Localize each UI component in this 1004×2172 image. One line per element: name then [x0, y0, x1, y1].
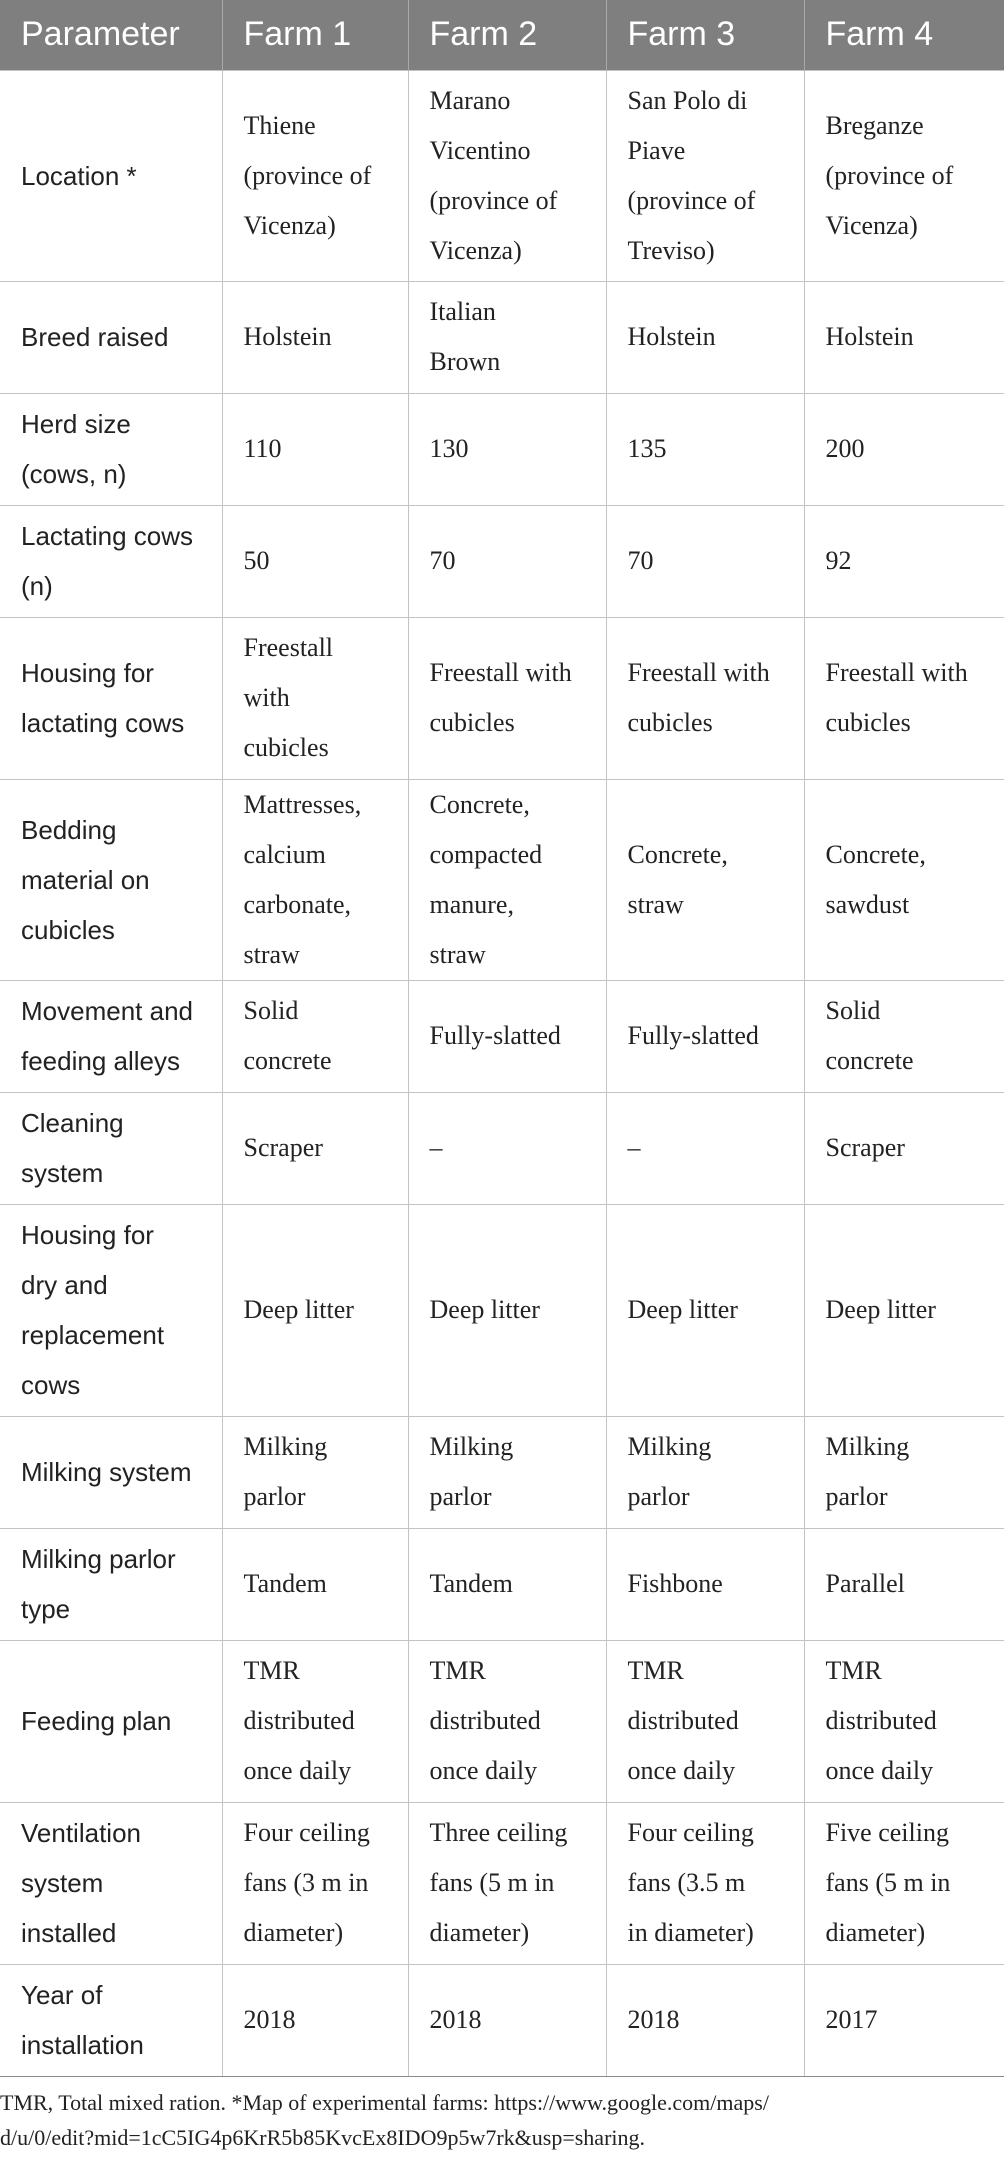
parameter-line: installed	[21, 1918, 117, 1948]
parameter-line: Location *	[21, 160, 137, 191]
farm-3-cell	[606, 1640, 804, 1802]
value-line: Freestall with	[627, 658, 770, 687]
table-row-year-of-installation	[0, 1964, 1004, 2076]
header-farm-1: Farm 1	[222, 0, 408, 70]
value-line: sawdust	[825, 889, 910, 919]
farm-4-cell	[804, 779, 1004, 980]
value-line: 130	[429, 434, 469, 463]
parameter-line: system	[21, 1868, 104, 1898]
value-line: San Polo di	[627, 85, 748, 115]
parameter-line: cows	[21, 1370, 81, 1400]
farm-4-cell	[804, 980, 1004, 1092]
parameter-line: Milking parlor	[21, 1544, 176, 1574]
farm-3-cell	[606, 393, 804, 505]
parameter-line: cubicles	[21, 914, 115, 945]
value-line: calcium	[243, 839, 326, 869]
value-line: TMR	[429, 1656, 486, 1685]
farm-4-cell	[804, 1964, 1004, 2076]
farm-4-cell	[804, 393, 1004, 505]
table-row-breed-raised	[0, 281, 1004, 393]
farm-3-cell	[606, 1092, 804, 1204]
value-line: Brown	[429, 347, 501, 376]
value-line: fans (3 m in	[243, 1868, 369, 1897]
farm-4-cell	[804, 1528, 1004, 1640]
value-line: diameter)	[429, 1918, 530, 1947]
parameter-cell	[0, 70, 222, 281]
value-line: Concrete,	[429, 789, 530, 819]
farm-1-cell	[222, 281, 408, 393]
parameter-line: installation	[21, 2030, 144, 2060]
parameter-line: Feeding plan	[21, 1706, 172, 1736]
value-line: fans (3.5 m	[627, 1868, 746, 1897]
parameter-cell	[0, 1204, 222, 1416]
value-line: straw	[627, 889, 684, 919]
farm-1-cell	[222, 1528, 408, 1640]
value-line: once daily	[243, 1756, 352, 1785]
farm-1-cell	[222, 617, 408, 779]
farm-3-cell	[606, 1964, 804, 2076]
farm-2-cell	[408, 393, 606, 505]
value-line: –	[627, 1133, 641, 1162]
parameter-cell	[0, 617, 222, 779]
parameter-cell	[0, 1092, 222, 1204]
value-line: (province of	[243, 160, 372, 190]
value-line: straw	[429, 939, 486, 969]
farm-4-cell	[804, 617, 1004, 779]
header-farm-4: Farm 4	[804, 0, 1004, 70]
farm-1-cell	[222, 779, 408, 980]
value-line: fans (5 m in	[825, 1868, 951, 1897]
footnote-line-2: d/u/0/edit?mid=1cC5IG4p6KrR5b85KvcEx8IDO9p5w7rk&usp=sharing.	[0, 2125, 646, 2150]
value-line: (province of	[429, 185, 558, 215]
value-line: 70	[627, 546, 654, 575]
parameter-cell	[0, 980, 222, 1092]
value-line: concrete	[825, 1046, 914, 1075]
farm-2-cell	[408, 1416, 606, 1528]
farm-2-cell	[408, 1092, 606, 1204]
value-line: Deep litter	[243, 1295, 354, 1324]
farm-1-cell	[222, 980, 408, 1092]
farm-3-cell	[606, 505, 804, 617]
parameter-cell	[0, 1640, 222, 1802]
header-farm-3: Farm 3	[606, 0, 804, 70]
farm-3-cell	[606, 980, 804, 1092]
value-line: Holstein	[243, 322, 332, 351]
value-line: Vicenza)	[429, 235, 522, 265]
value-line: Deep litter	[627, 1295, 738, 1324]
value-line: Scraper	[243, 1133, 323, 1162]
farm-3-cell	[606, 1204, 804, 1416]
value-line: 50	[243, 546, 270, 575]
farm-4-cell	[804, 1640, 1004, 1802]
value-line: Four ceiling	[243, 1818, 370, 1847]
value-line: 92	[825, 546, 852, 575]
value-line: once daily	[825, 1756, 934, 1785]
value-line: Four ceiling	[627, 1818, 754, 1847]
value-line: Five ceiling	[825, 1818, 949, 1847]
table-row-housing-lactating	[0, 617, 1004, 779]
parameter-line: system	[21, 1158, 104, 1188]
value-line: Holstein	[627, 322, 716, 351]
value-line: once daily	[627, 1756, 736, 1785]
value-line: Milking	[429, 1432, 514, 1461]
farm-4-cell	[804, 505, 1004, 617]
value-line: 2018	[243, 2005, 296, 2034]
table-header-row	[0, 0, 1004, 70]
farm-1-cell	[222, 70, 408, 281]
parameter-cell	[0, 779, 222, 980]
value-line: Marano	[429, 85, 511, 115]
value-line: in diameter)	[627, 1918, 754, 1947]
table-footnote	[0, 2085, 990, 2155]
parameter-line: Milking system	[21, 1457, 192, 1487]
parameter-line: Housing for	[21, 658, 154, 688]
parameter-line: type	[21, 1594, 71, 1624]
value-line: Mattresses,	[243, 789, 362, 819]
farm-4-cell	[804, 281, 1004, 393]
farm-3-cell	[606, 1802, 804, 1964]
value-line: compacted	[429, 839, 543, 869]
farm-4-cell	[804, 1204, 1004, 1416]
parameter-line: dry and	[21, 1270, 108, 1300]
parameter-cell	[0, 1528, 222, 1640]
value-line: Freestall	[243, 633, 334, 662]
parameter-cell	[0, 505, 222, 617]
value-line: Scraper	[825, 1133, 905, 1162]
table-row-housing-dry-replacement	[0, 1204, 1004, 1416]
table-row-movement-feeding-alleys	[0, 980, 1004, 1092]
footnote-line-1: TMR, Total mixed ration. *Map of experimental farms: https://www.google.com/maps/	[0, 2090, 769, 2115]
value-line: straw	[243, 939, 300, 969]
value-line: Holstein	[825, 322, 914, 351]
value-line: Concrete,	[627, 839, 728, 869]
value-line: Parallel	[825, 1569, 905, 1598]
value-line: diameter)	[825, 1918, 926, 1947]
value-line: 135	[627, 434, 667, 463]
farm-3-cell	[606, 281, 804, 393]
farm-4-cell	[804, 1802, 1004, 1964]
value-line: TMR	[825, 1656, 882, 1685]
value-line: 2018	[627, 2005, 680, 2034]
farm-2-cell	[408, 281, 606, 393]
farm-1-cell	[222, 505, 408, 617]
value-line: (province of	[627, 185, 756, 215]
value-line: TMR	[243, 1656, 300, 1685]
farm-2-cell	[408, 1802, 606, 1964]
value-line: Concrete,	[825, 839, 926, 869]
farm-2-cell	[408, 617, 606, 779]
farm-1-cell	[222, 1416, 408, 1528]
farm-1-cell	[222, 1640, 408, 1802]
value-line: Tandem	[243, 1569, 327, 1598]
value-line: Deep litter	[429, 1295, 540, 1324]
farm-3-cell	[606, 617, 804, 779]
farm-2-cell	[408, 1964, 606, 2076]
parameter-line: Ventilation	[21, 1818, 141, 1848]
value-line: cubicles	[825, 708, 911, 737]
farm-2-cell	[408, 1204, 606, 1416]
table-row-milking-system	[0, 1416, 1004, 1528]
value-line: Fully-slatted	[627, 1021, 759, 1050]
value-line: distributed	[627, 1706, 739, 1735]
value-line: Breganze	[825, 110, 924, 140]
value-line: once daily	[429, 1756, 538, 1785]
value-line: 2018	[429, 2005, 482, 2034]
value-line: Thiene	[243, 110, 316, 140]
farm-1-cell	[222, 1204, 408, 1416]
value-line: TMR	[627, 1656, 684, 1685]
value-line: –	[429, 1133, 443, 1162]
farm-1-cell	[222, 1802, 408, 1964]
parameter-line: Breed raised	[21, 322, 169, 352]
value-line: 70	[429, 546, 456, 575]
value-line: Milking	[243, 1432, 328, 1461]
farm-1-cell	[222, 393, 408, 505]
value-line: Vicenza)	[825, 210, 918, 240]
parameter-line: Year of	[21, 1980, 103, 2010]
value-line: Fishbone	[627, 1569, 723, 1598]
farm-3-cell	[606, 779, 804, 980]
value-line: distributed	[429, 1706, 541, 1735]
value-line: Freestall with	[825, 658, 968, 687]
farm-2-cell	[408, 980, 606, 1092]
farm-1-cell	[222, 1964, 408, 2076]
value-line: with	[243, 683, 290, 712]
value-line: diameter)	[243, 1918, 344, 1947]
farm-3-cell	[606, 70, 804, 281]
farm-3-cell	[606, 1528, 804, 1640]
parameter-line: replacement	[21, 1320, 165, 1350]
farm-2-cell	[408, 70, 606, 281]
header-farm-2: Farm 2	[408, 0, 606, 70]
value-line: Fully-slatted	[429, 1021, 561, 1050]
value-line: manure,	[429, 889, 514, 919]
parameter-cell	[0, 281, 222, 393]
value-line: Italian	[429, 297, 496, 326]
parameter-line: Housing for	[21, 1220, 154, 1250]
farm-3-cell	[606, 1416, 804, 1528]
parameter-line: (cows, n)	[21, 459, 127, 489]
value-line: parlor	[627, 1482, 690, 1511]
value-line: Vicentino	[429, 135, 531, 165]
parameter-line: material on	[21, 864, 150, 895]
value-line: Treviso)	[627, 235, 715, 265]
value-line: Tandem	[429, 1569, 513, 1598]
value-line: 2017	[825, 2005, 878, 2034]
value-line: cubicles	[243, 733, 329, 762]
value-line: Three ceiling	[429, 1818, 568, 1847]
value-line: distributed	[825, 1706, 937, 1735]
parameter-line: Bedding	[21, 814, 117, 845]
farm-2-cell	[408, 779, 606, 980]
value-line: 200	[825, 434, 865, 463]
table-row-lactating-cows	[0, 505, 1004, 617]
value-line: Solid	[825, 996, 881, 1025]
value-line: Solid	[243, 996, 299, 1025]
table-row-cleaning-system	[0, 1092, 1004, 1204]
parameter-line: lactating cows	[21, 708, 185, 738]
farm-4-cell	[804, 1092, 1004, 1204]
farm-1-cell	[222, 1092, 408, 1204]
value-line: fans (5 m in	[429, 1868, 555, 1897]
value-line: Piave	[627, 135, 686, 165]
value-line: Freestall with	[429, 658, 572, 687]
table-row-herd-size	[0, 393, 1004, 505]
value-line: Milking	[825, 1432, 910, 1461]
parameter-cell	[0, 1416, 222, 1528]
value-line: Milking	[627, 1432, 712, 1461]
value-line: parlor	[429, 1482, 492, 1511]
parameter-line: Herd size	[21, 409, 131, 439]
value-line: Vicenza)	[243, 210, 336, 240]
table-row-feeding-plan	[0, 1640, 1004, 1802]
value-line: carbonate,	[243, 889, 352, 919]
farm-4-cell	[804, 70, 1004, 281]
parameter-line: Movement and	[21, 996, 193, 1026]
parameter-line: Lactating cows	[21, 521, 193, 551]
farm-2-cell	[408, 505, 606, 617]
table-body	[0, 70, 1004, 2076]
parameter-cell	[0, 1802, 222, 1964]
header-parameter: Parameter	[0, 0, 222, 70]
farm-2-cell	[408, 1528, 606, 1640]
value-line: distributed	[243, 1706, 355, 1735]
farm-4-cell	[804, 1416, 1004, 1528]
value-line: cubicles	[429, 708, 515, 737]
parameter-line: Cleaning	[21, 1108, 124, 1138]
value-line: parlor	[825, 1482, 888, 1511]
table-row-ventilation-system	[0, 1802, 1004, 1964]
value-line: 110	[243, 434, 282, 463]
parameter-line: feeding alleys	[21, 1046, 180, 1076]
value-line: (province of	[825, 160, 954, 190]
farm-2-cell	[408, 1640, 606, 1802]
parameter-cell	[0, 1964, 222, 2076]
table-row-bedding-material	[0, 779, 1004, 980]
value-line: Deep litter	[825, 1295, 936, 1324]
value-line: concrete	[243, 1046, 332, 1075]
table-row-location	[0, 70, 1004, 281]
value-line: cubicles	[627, 708, 713, 737]
parameter-line: (n)	[21, 571, 53, 601]
parameter-cell	[0, 393, 222, 505]
table-row-milking-parlor-type	[0, 1528, 1004, 1640]
value-line: parlor	[243, 1482, 306, 1511]
